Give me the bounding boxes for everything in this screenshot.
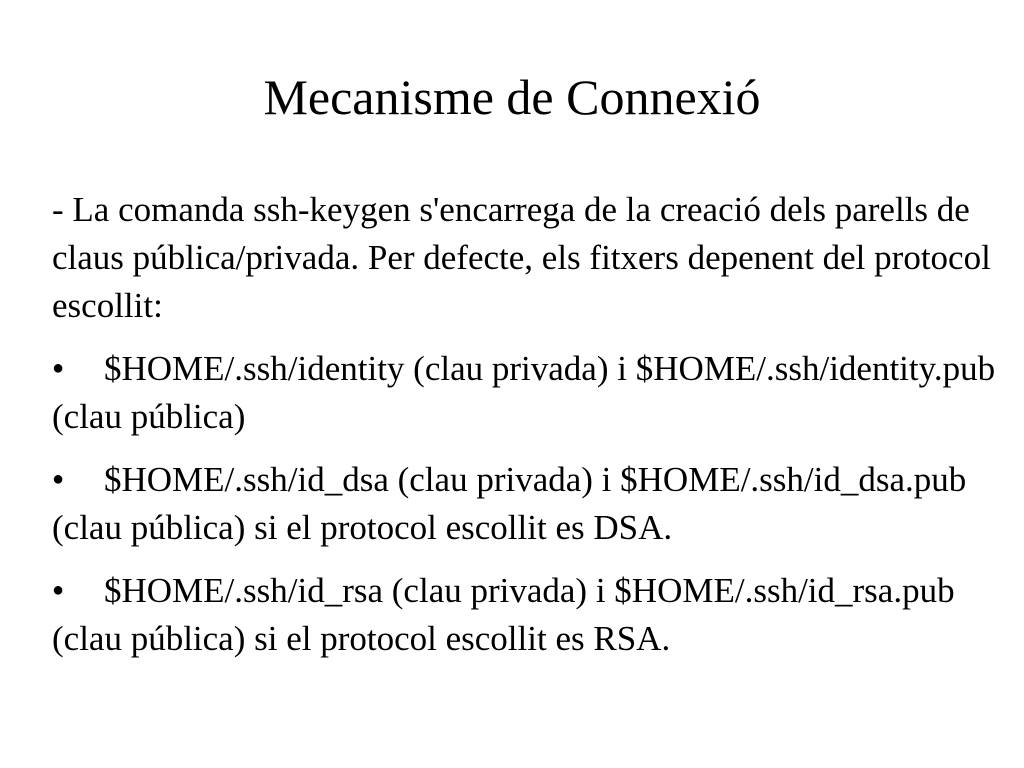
bullet-text: $HOME/.ssh/identity (clau privada) i $HOME/.ssh/identity.pub (clau pública) (52, 349, 996, 436)
slide-title: Mecanisme de Connexió (263, 69, 761, 125)
bullet-icon: ● (52, 468, 65, 490)
slide-body (52, 186, 1002, 677)
bullet-item-rsa (52, 566, 1002, 663)
bullet-icon: ● (52, 357, 65, 379)
bullet-text: $HOME/.ssh/id_dsa (clau privada) i $HOME/.ssh/id_dsa.pub (clau pública) si el protocol escollit es DSA. (52, 460, 967, 547)
bullet-icon: ● (52, 579, 65, 601)
bullet-text: $HOME/.ssh/id_rsa (clau privada) i $HOME/.ssh/id_rsa.pub (clau pública) si el protocol escollit es RSA. (52, 571, 955, 658)
intro-paragraph: - La comanda ssh-keygen s'encarrega de la creació dels parells de claus pública/privada. Per defecte, els fitxers depenent del protocol escollit: (52, 190, 991, 325)
bullet-item-dsa (52, 455, 1002, 552)
bullet-item-identity (52, 344, 1002, 441)
